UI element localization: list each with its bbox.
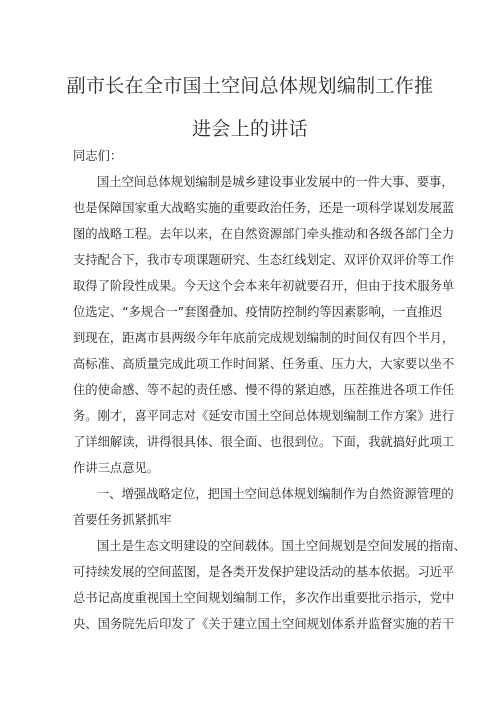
body-line: 高标准、高质量完成此项工作时间紧、任务重、压力大，大家要以坐不 (73, 357, 455, 371)
body-line: 支持配合下，我市专项课题研究、生态红线划定、双评价双评价等工作 (73, 253, 455, 267)
section-heading-line: 一、增强战略定位，把国土空间总体规划编制作为自然资源管理的 (97, 487, 454, 501)
body-line: 图的战略工程。去年以来，在自然资源部门牵头推动和各级各部门全力 (73, 227, 455, 241)
body-line: 也是保障国家重大战略实施的重要政治任务，还是一项科学谋划发展蓝 (73, 201, 455, 215)
body-line: 作讲三点意见。 (73, 461, 160, 475)
body-line: 住的使命感、等不起的责任感、慢不得的紧迫感，压茬推进各项工作任 (73, 383, 455, 397)
body-line: 国土是生态文明建设的空间载体。国土空间规划是空间发展的指南、 (97, 539, 466, 553)
body-line: 总书记高度重视国土空间规划编制工作，多次作出重要批示指示，党中 (73, 591, 455, 605)
salutation: 同志们： (73, 149, 123, 163)
body-line: 到现在，距离市县两级今年年底前完成规划编制的时间仅有四个半月， (73, 331, 455, 345)
body-line: 取得了阶段性成果。今天这个会本来年初就要召开，但由于技术服务单 (73, 279, 455, 293)
body-line: 务。刚才，喜平同志对《延安市国土空间总体规划编制工作方案》进行 (73, 409, 455, 423)
body-line: 了详细解读，讲得很具体、很全面、也很到位。下面，我就搞好此项工 (73, 435, 455, 449)
body-line: 可持续发展的空间蓝图，是各类开发保护建设活动的基本依据。习近平 (73, 565, 455, 579)
body-line: 央、国务院先后印发了《关于建立国土空间规划体系并监督实施的若干 (73, 617, 455, 631)
body-line: 国土空间总体规划编制是城乡建设事业发展中的一件大事、要事， (97, 175, 454, 189)
document-title-line-1: 副市长在全市国土空间总体规划编制工作推 (66, 75, 434, 97)
section-heading-line: 首要任务抓紧抓牢 (73, 513, 172, 527)
document-body (73, 143, 466, 637)
document-title-line-2: 进会上的讲话 (192, 118, 308, 140)
body-line: 位选定、“多规合一”套图叠加、疫情防控制约等因素影响，一直推迟 (73, 305, 443, 319)
